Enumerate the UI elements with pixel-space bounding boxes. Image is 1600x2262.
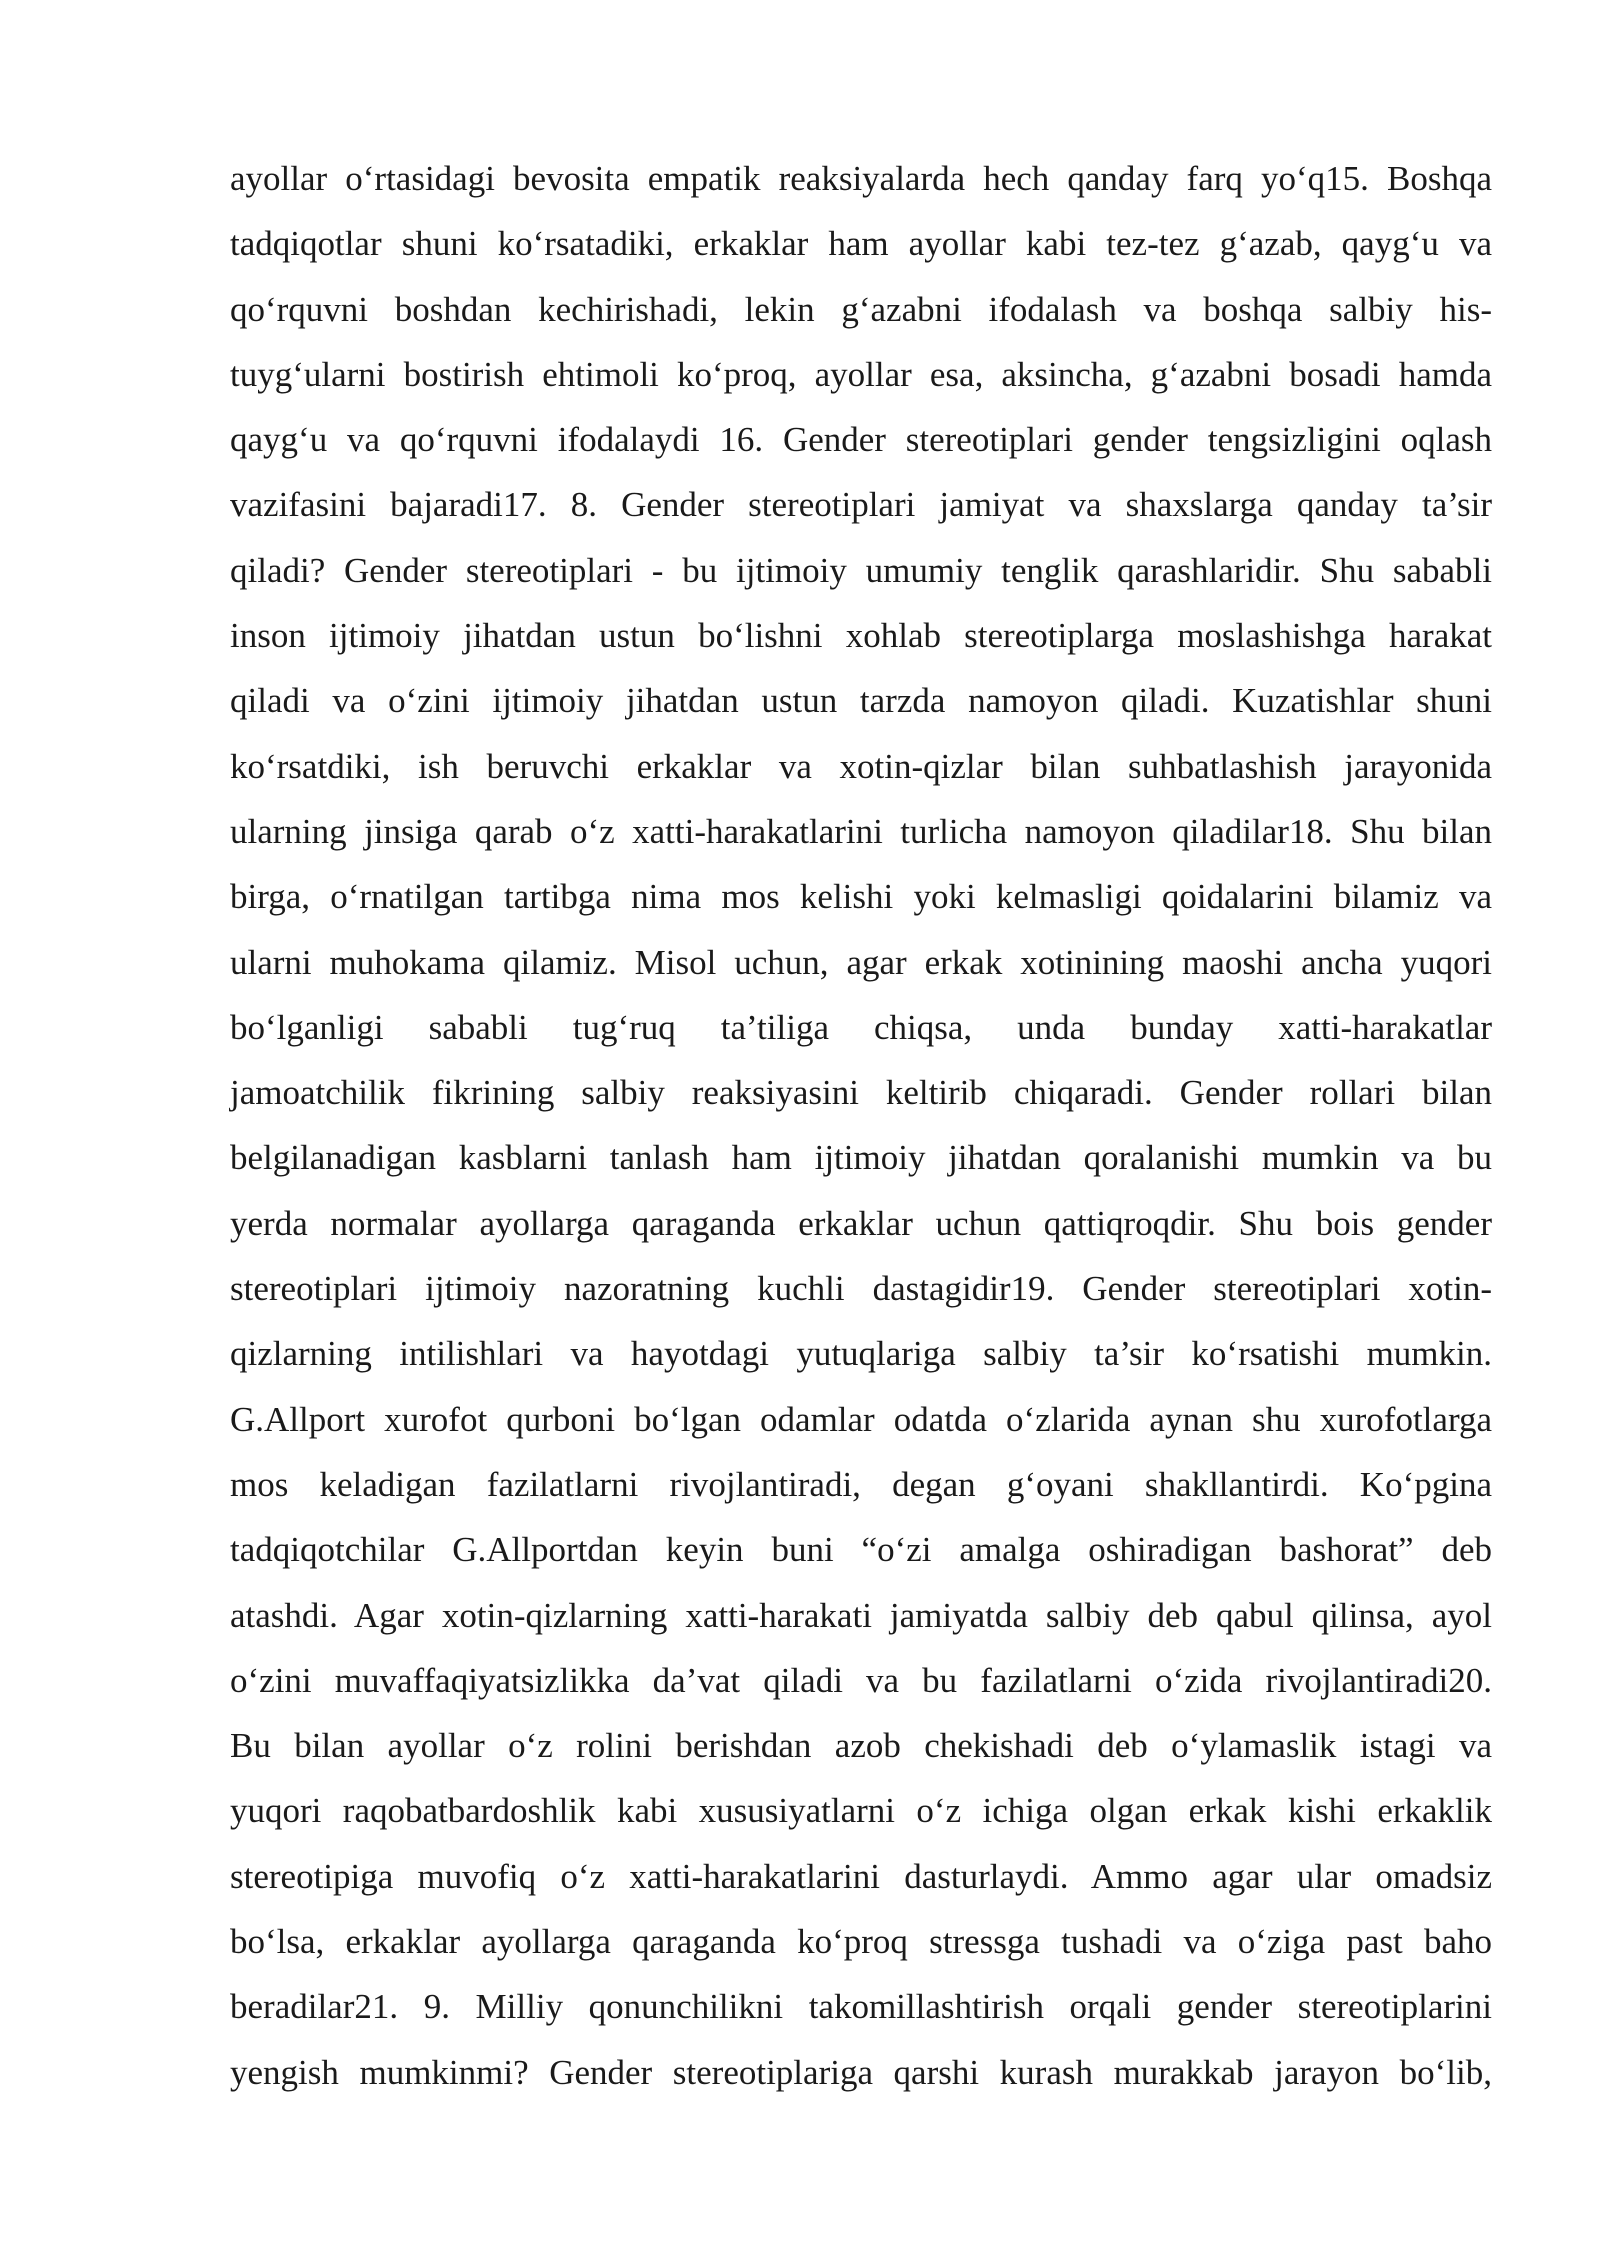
- text-line: Bu bilan ayollar o‘z rolini berishdan azob chekishadi deb o‘ylamaslik istagi va: [230, 1726, 1492, 1766]
- text-line: yengish mumkinmi? Gender stereotiplariga qarshi kurash murakkab jarayon bo‘lib,: [230, 2052, 1492, 2092]
- text-line: birga, o‘rnatilgan tartibga nima mos kelishi yoki kelmasligi qoidalarini bilamiz va: [230, 877, 1492, 917]
- text-line: G.Allport xurofot qurboni bo‘lgan odamlar odatda o‘zlarida aynan shu xurofotlarga: [230, 1399, 1492, 1439]
- text-line: qizlarning intilishlari va hayotdagi yutuqlariga salbiy ta’sir ko‘rsatishi mumkin.: [230, 1334, 1492, 1374]
- text-line: vazifasini bajaradi17. 8. Gender stereotiplari jamiyat va shaxslarga qanday ta’sir: [230, 485, 1492, 525]
- text-line: yerda normalar ayollarga qaraganda erkaklar uchun qattiqroqdir. Shu bois gender: [230, 1203, 1492, 1243]
- text-line: mos keladigan fazilatlarni rivojlantiradi, degan g‘oyani shakllantirdi. Ko‘pgina: [230, 1464, 1492, 1504]
- text-line: stereotipiga muvofiq o‘z xatti-harakatlarini dasturlaydi. Ammo agar ular omadsiz: [230, 1856, 1492, 1896]
- text-line: ayollar o‘rtasidagi bevosita empatik reaksiyalarda hech qanday farq yo‘q15. Boshqa: [230, 159, 1492, 198]
- text-line: bo‘lsa, erkaklar ayollarga qaraganda ko‘proq stressga tushadi va o‘ziga past baho: [230, 1922, 1492, 1962]
- text-line: qiladi va o‘zini ijtimoiy jihatdan ustun tarzda namoyon qiladi. Kuzatishlar shuni: [230, 681, 1492, 721]
- text-line: o‘zini muvaffaqiyatsizlikka da’vat qiladi va bu fazilatlarni o‘zida rivojlantiradi20.: [230, 1660, 1492, 1700]
- text-line: qiladi? Gender stereotiplari - bu ijtimoiy umumiy tenglik qarashlaridir. Shu sababli: [230, 550, 1492, 590]
- text-line: tadqiqotlar shuni ko‘rsatadiki, erkaklar ham ayollar kabi tez-tez g‘azab, qayg‘u va: [230, 224, 1492, 264]
- text-line: jamoatchilik fikrining salbiy reaksiyasini keltirib chiqaradi. Gender rollari bilan: [230, 1073, 1492, 1113]
- text-line: beradilar21. 9. Milliy qonunchilikni takomillashtirish orqali gender stereotiplarini: [230, 1987, 1492, 2027]
- text-line: ko‘rsatdiki, ish beruvchi erkaklar va xotin-qizlar bilan suhbatlashish jarayonida: [230, 746, 1492, 786]
- text-line: bo‘lganligi sababli tug‘ruq ta’tiliga chiqsa, unda bunday xatti-harakatlar: [230, 1007, 1492, 1047]
- text-line: ularni muhokama qilamiz. Misol uchun, agar erkak xotinining maoshi ancha yuqori: [230, 942, 1492, 982]
- text-line: atashdi. Agar xotin-qizlarning xatti-harakati jamiyatda salbiy deb qabul qilinsa, ayol: [230, 1595, 1492, 1635]
- text-line: qo‘rquvni boshdan kechirishadi, lekin g‘azabni ifodalash va boshqa salbiy his-: [230, 289, 1492, 329]
- text-line: qayg‘u va qo‘rquvni ifodalaydi 16. Gender stereotiplari gender tengsizligini oqlash: [230, 420, 1492, 460]
- text-line: tadqiqotchilar G.Allportdan keyin buni “o‘zi amalga oshiradigan bashorat” deb: [230, 1530, 1492, 1570]
- text-line: stereotiplari ijtimoiy nazoratning kuchli dastagidir19. Gender stereotiplari xotin-: [230, 1269, 1492, 1309]
- text-line: belgilanadigan kasblarni tanlash ham ijtimoiy jihatdan qoralanishi mumkin va bu: [230, 1138, 1492, 1178]
- text-line: tuyg‘ularni bostirish ehtimoli ko‘proq, ayollar esa, aksincha, g‘azabni bosadi hamda: [230, 354, 1492, 394]
- text-line: inson ijtimoiy jihatdan ustun bo‘lishni xohlab stereotiplarga moslashishga harakat: [230, 616, 1492, 656]
- text-line: yuqori raqobatbardoshlik kabi xususiyatlarni o‘z ichiga olgan erkak kishi erkaklik: [230, 1791, 1492, 1831]
- body-text: [230, 146, 1492, 2105]
- text-line: ularning jinsiga qarab o‘z xatti-harakatlarini turlicha namoyon qiladilar18. Shu bilan: [230, 811, 1492, 851]
